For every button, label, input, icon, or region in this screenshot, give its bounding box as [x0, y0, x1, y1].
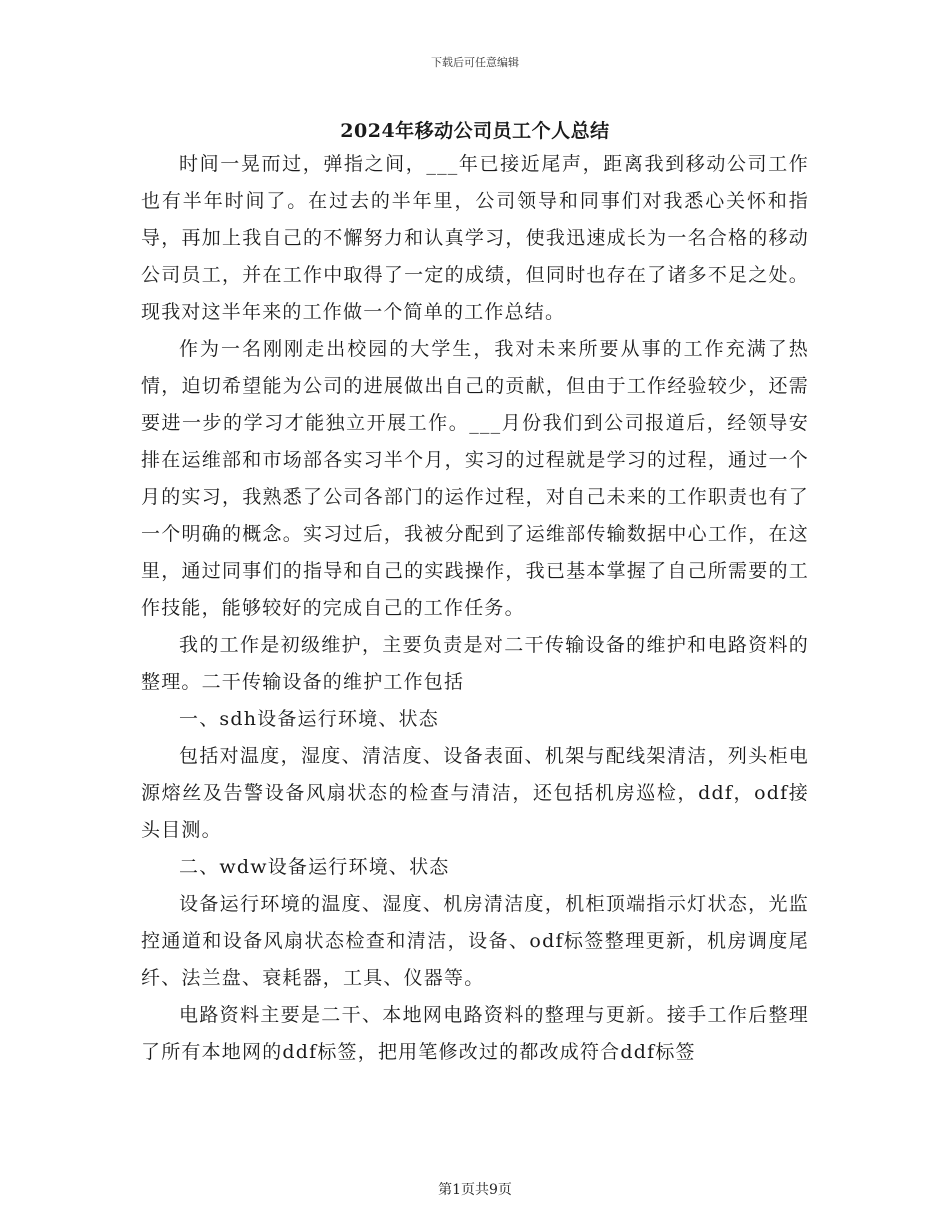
- paragraph-circuit-data: 电路资料主要是二干、本地网电路资料的整理与更新。接手工作后整理了所有本地网的ddf标签，把用笔修改过的都改成符合ddf标签: [141, 1004, 809, 1063]
- paragraph-sdh-details: 包括对温度，湿度、清洁度、设备表面、机架与配线架清洁，列头柜电源熔丝及告警设备风扇状态的检查与清洁，还包括机房巡检，ddf，odf接头目测。: [141, 745, 809, 841]
- document-title: 2024年移动公司员工个人总结: [340, 120, 610, 142]
- paragraph-wdw-heading: 二、wdw设备运行环境、状态: [179, 856, 450, 878]
- paragraph-background: 作为一名刚刚走出校园的大学生，我对未来所要从事的工作充满了热情，迫切希望能为公司的进展做出自己的贡献，但由于工作经验较少，还需要进一步的学习才能独立开展工作。___月份我们到公司报道后，经领导安排在运维部和市场部各实习半个月，实习的过程就是学习的过程，通过一个月的实习，我熟悉了公司各部门的运作过程，对自己未来的工作职责也有了一个明确的概念。实习过后，我被分配到了运维部传输数据中心工作，在这里，通过同事们的指导和自己的实践操作，我已基本掌握了自己所需要的工作技能，能够较好的完成自己的工作任务。: [141, 338, 809, 619]
- page-header-note: 下载后可任意编辑: [431, 56, 519, 69]
- paragraph-intro: 时间一晃而过，弹指之间，___年已接近尾声，距离我到移动公司工作也有半年时间了。在过去的半年里，公司领导和同事们对我悉心关怀和指导，再加上我自己的不懈努力和认真学习，使我迅速成长为一名合格的移动公司员工，并在工作中取得了一定的成绩，但同时也存在了诸多不足之处。现我对这半年来的工作做一个简单的工作总结。: [141, 153, 809, 323]
- paragraph-sdh-heading: 一、sdh设备运行环境、状态: [179, 708, 439, 730]
- paragraph-job-duties: 我的工作是初级维护，主要负责是对二干传输设备的维护和电路资料的整理。二干传输设备的维护工作包括: [141, 634, 809, 693]
- document-body: [141, 146, 809, 1071]
- page-number-footer: 第1页共9页: [438, 1182, 512, 1198]
- paragraph-wdw-details: 设备运行环境的温度、湿度、机房清洁度，机柜顶端指示灯状态，光监控通道和设备风扇状态检查和清洁，设备、odf标签整理更新，机房调度尾纤、法兰盘、衰耗器，工具、仪器等。: [141, 893, 809, 989]
